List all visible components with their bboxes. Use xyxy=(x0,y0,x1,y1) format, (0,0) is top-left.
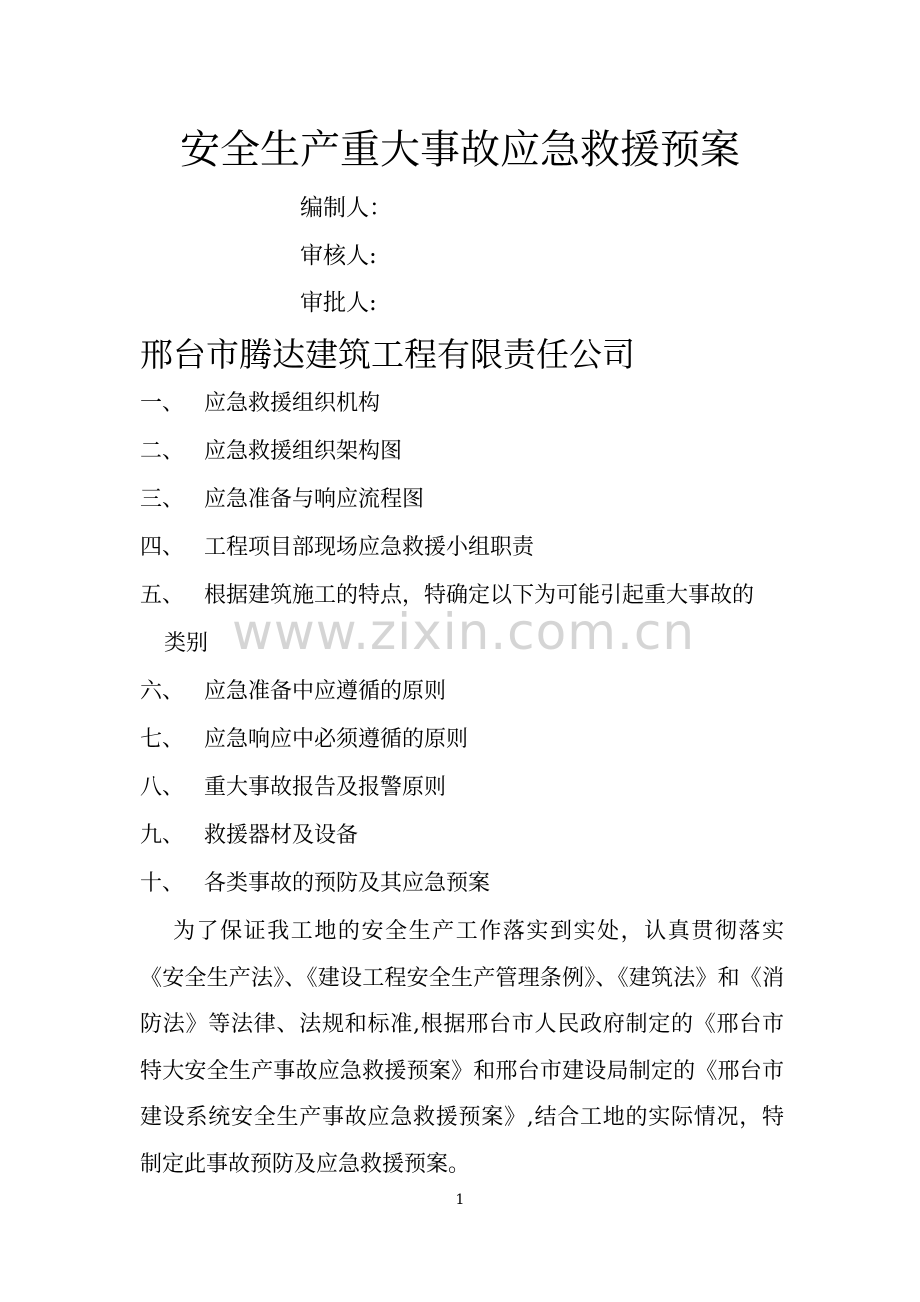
toc-item xyxy=(140,476,790,524)
toc-number: 三、 xyxy=(140,487,185,512)
toc-item xyxy=(140,764,790,812)
toc-number: 七、 xyxy=(140,727,185,752)
toc-number: 四、 xyxy=(140,535,185,560)
toc-item xyxy=(140,812,790,860)
toc-text: 救援器材及设备 xyxy=(204,823,359,848)
toc-number: 五、 xyxy=(140,583,185,608)
toc-text-continued: 类别 xyxy=(164,631,209,656)
toc-text: 应急准备中应遵循的原则 xyxy=(204,679,447,704)
toc-text: 根据建筑施工的特点，特确定以下为可能引起重大事故的 xyxy=(204,583,755,608)
toc-item xyxy=(140,668,790,716)
toc-text: 工程项目部现场应急救援小组职责 xyxy=(204,535,535,560)
toc-text: 重大事故报告及报警原则 xyxy=(204,775,447,800)
page-number: 1 xyxy=(455,1192,465,1208)
toc-number: 九、 xyxy=(140,823,185,848)
company-name: 邢台市腾达建筑工程有限责任公司 xyxy=(140,335,635,374)
signature-compiler: 编制人： xyxy=(300,195,392,221)
toc-number: 二、 xyxy=(140,439,185,464)
toc-number: 八、 xyxy=(140,775,185,800)
watermark: www.zixin.com.cn xyxy=(232,603,696,661)
toc-item xyxy=(140,716,790,764)
toc-item xyxy=(140,428,790,476)
toc-number: 十、 xyxy=(140,871,185,896)
toc-number: 一、 xyxy=(140,391,185,416)
document-title: 安全生产重大事故应急救援预案 xyxy=(180,127,740,173)
toc-text: 应急准备与响应流程图 xyxy=(204,487,425,512)
toc-text: 应急响应中必须遵循的原则 xyxy=(204,727,469,752)
toc-number: 六、 xyxy=(140,679,185,704)
toc-item xyxy=(140,860,790,908)
signature-approver: 审批人: xyxy=(300,290,377,316)
body-paragraph: 为了保证我工地的安全生产工作落实到实处，认真贯彻落实《安全生产法》、《建设工程安全生产管理条例》、《建筑法》和《消防法》等法律、法规和标准,根据邢台市人民政府制定的《邢台市特大安全生产事故应急救援预案》和邢台市建设局制定的《邢台市建设系统安全生产事故应急救援预案》,结合工地的实际情况，特制定此事故预防及应急救援预案。 xyxy=(140,919,784,1177)
signature-reviewer: 审核人: xyxy=(300,243,377,269)
toc-item xyxy=(140,380,790,428)
toc-item xyxy=(140,524,790,572)
toc-text: 各类事故的预防及其应急预案 xyxy=(204,871,491,896)
toc-text: 应急救援组织机构 xyxy=(204,391,381,416)
toc-text: 应急救援组织架构图 xyxy=(204,439,403,464)
